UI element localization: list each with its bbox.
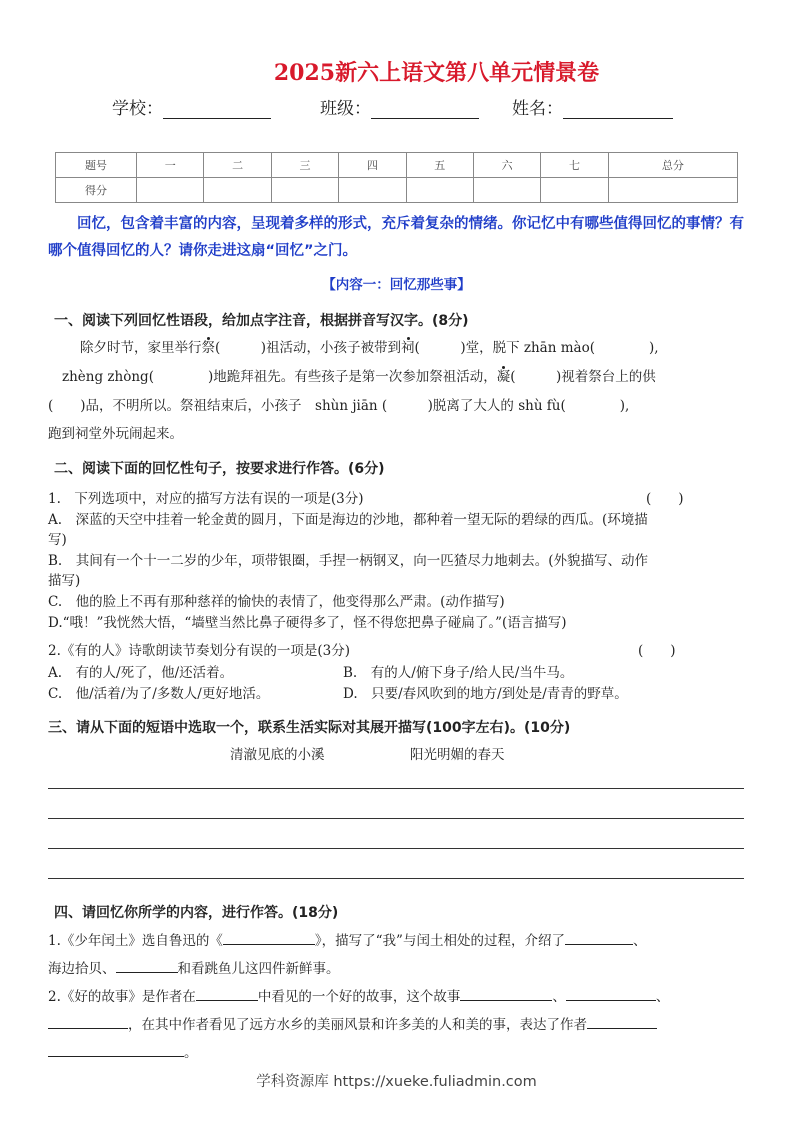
q3-phrase-2: 阳光明媚的春天 <box>410 747 505 763</box>
q2-sub1: 1. 下列选项中，对应的描写方法有误的一项是(3分) <box>48 491 364 507</box>
q4-text: 海边拾贝、 <box>48 961 116 977</box>
q4-line-4 <box>48 1013 657 1033</box>
section-title: 【内容一：回忆那些事】 <box>322 277 471 293</box>
answer-blank[interactable] <box>565 930 633 945</box>
score-header: 总分 <box>608 153 737 178</box>
q4-text: 1.《少年闰土》选自鲁迅的《 <box>48 933 223 949</box>
score-header: 三 <box>271 153 338 178</box>
writing-line[interactable] <box>48 788 744 789</box>
q2-option-d: D.“哦！”我恍然大悟，“墙壁当然比鼻子硬得多了，怪不得您把鼻子碰扁了。”(语言描写) <box>48 615 567 631</box>
q2-option-c: C. 他的脸上不再有那种慈祥的愉快的表情了，他变得那么严肃。(动作描写) <box>48 594 505 610</box>
q4-line-3 <box>48 985 669 1005</box>
score-cell[interactable] <box>608 178 737 203</box>
footer-watermark: 学科资源库 https://xueke.fuliadmin.com <box>256 1074 537 1090</box>
name-blank[interactable] <box>563 100 673 119</box>
q4-heading: 四、请回忆你所学的内容，进行作答。(18分) <box>54 905 339 921</box>
school-blank[interactable] <box>163 100 271 119</box>
score-cell[interactable] <box>271 178 338 203</box>
answer-blank[interactable] <box>196 986 258 1001</box>
score-row-label: 得分 <box>56 178 137 203</box>
q2-option-a: A. 深蓝的天空中挂着一轮金黄的圆月，下面是海边的沙地，都种着一望无际的碧绿的西瓜。(环境描 <box>48 512 648 528</box>
q4-text: 。 <box>184 1045 198 1061</box>
q4-text: 中看见的一个好的故事，这个故事 <box>257 989 461 1005</box>
answer-blank[interactable] <box>48 1014 128 1029</box>
answer-blank[interactable] <box>566 986 656 1001</box>
q2-sub2: 2.《有的人》诗歌朗读节奏划分有误的一项是(3分) <box>48 643 351 659</box>
score-header: 二 <box>204 153 271 178</box>
q1-line-4: 跑到祠堂外玩闹起来。 <box>48 426 183 442</box>
q2-sub2-answer[interactable]: ( ) <box>638 643 676 659</box>
q4-text: 》，描写了“我”与闰土相处的过程，介绍了 <box>314 933 565 949</box>
q2-sub1-answer[interactable]: ( ) <box>646 491 684 507</box>
q4-text: 2.《好的故事》是作者在 <box>48 989 196 1005</box>
q3-heading: 三、请从下面的短语中选取一个，联系生活实际对其展开描写(100字左右)。(10分) <box>48 720 571 736</box>
q2-option-b: B. 其间有一个十一二岁的少年，项带银圈，手捏一柄钢叉，向一匹猹尽力地刺去。(外貌描写、动作 <box>48 553 648 569</box>
q1-text: ( )视着祭台上的供 <box>510 369 656 385</box>
score-cell[interactable] <box>137 178 204 203</box>
score-cell[interactable] <box>339 178 406 203</box>
q4-text: 、 <box>552 989 566 1005</box>
score-header-row <box>56 153 738 178</box>
q4-text: 、 <box>655 989 670 1005</box>
score-row <box>56 178 738 203</box>
writing-line[interactable] <box>48 878 744 879</box>
score-header: 一 <box>137 153 204 178</box>
score-cell[interactable] <box>473 178 540 203</box>
name-label: 姓名： <box>512 99 563 119</box>
class-blank[interactable] <box>371 100 479 119</box>
q4-text: 、 <box>632 933 647 949</box>
answer-blank[interactable] <box>587 1014 657 1029</box>
answer-blank[interactable] <box>460 986 552 1001</box>
answer-blank[interactable] <box>223 930 315 945</box>
score-header: 五 <box>406 153 473 178</box>
score-header: 四 <box>339 153 406 178</box>
dotted-char: 祠 <box>401 340 415 356</box>
score-cell[interactable] <box>541 178 608 203</box>
intro-body: 回忆，包含着丰富的内容，呈现着多样的形式，充斥着复杂的情绪。你记忆中有哪些值得回忆的事情？有哪个值得回忆的人？请你走进这扇“回忆”之门。 <box>48 216 744 259</box>
q1-line-2 <box>62 365 656 385</box>
q2-option-a-cont: 写) <box>48 532 67 548</box>
q2-option-b-cont: 描写) <box>48 573 81 589</box>
score-header: 六 <box>473 153 540 178</box>
q4-line-2 <box>48 957 340 977</box>
score-header: 七 <box>541 153 608 178</box>
q4-line-1 <box>48 929 646 949</box>
q1-line-3: ( )品，不明所以。祭祖结束后，小孩子 shùn jiān ( )脱离了大人的 shù fù( ), <box>48 398 630 414</box>
q2-heading: 二、阅读下面的回忆性句子，按要求进行作答。(6分) <box>54 461 385 477</box>
q1-text: ( )堂，脱下 zhān mào( ), <box>414 340 659 356</box>
q4-text: 和看跳鱼儿这四件新鲜事。 <box>177 961 340 977</box>
answer-blank[interactable] <box>116 958 178 973</box>
name-field <box>512 94 673 119</box>
score-cell[interactable] <box>204 178 271 203</box>
score-cell[interactable] <box>406 178 473 203</box>
dotted-char: 凝 <box>496 369 511 385</box>
intro-text <box>48 211 748 265</box>
q1-heading: 一、阅读下列回忆性语段，给加点字注音，根据拼音写汉字。(8分) <box>54 313 469 329</box>
answer-blank[interactable] <box>48 1042 184 1057</box>
writing-line[interactable] <box>48 848 744 849</box>
q1-line-1 <box>80 336 659 356</box>
dotted-char: 祭 <box>201 340 215 356</box>
q2-sub2-option-a: A. 有的人/死了，他/还活着。 <box>48 665 234 681</box>
q4-line-5 <box>48 1041 198 1061</box>
page-title: 2025新六上语文第八单元情景卷 <box>273 60 600 86</box>
q1-text: ( )祖活动，小孩子被带到 <box>215 340 402 356</box>
q1-text: 除夕时节，家里举行 <box>80 340 202 356</box>
score-table <box>55 152 738 203</box>
q3-phrase-1: 清澈见底的小溪 <box>230 747 325 763</box>
score-header: 题号 <box>56 153 137 178</box>
q4-text: ，在其中作者看见了远方水乡的美丽风景和许多美的人和美的事，表达了作者 <box>128 1017 587 1033</box>
class-field <box>320 94 479 119</box>
q2-sub2-option-c: C. 他/活着/为了/多数人/更好地活。 <box>48 686 270 702</box>
school-field <box>112 94 271 119</box>
q1-text: zhèng zhòng( )地跪拜祖先。有些孩子是第一次参加祭祖活动， <box>62 369 497 385</box>
q2-sub2-option-b: B. 有的人/俯下身子/给人民/当牛马。 <box>343 665 574 681</box>
class-label: 班级： <box>320 99 371 119</box>
q2-sub2-option-d: D. 只要/春风吹到的地方/到处是/青青的野草。 <box>343 686 628 702</box>
writing-line[interactable] <box>48 818 744 819</box>
school-label: 学校： <box>112 99 163 119</box>
